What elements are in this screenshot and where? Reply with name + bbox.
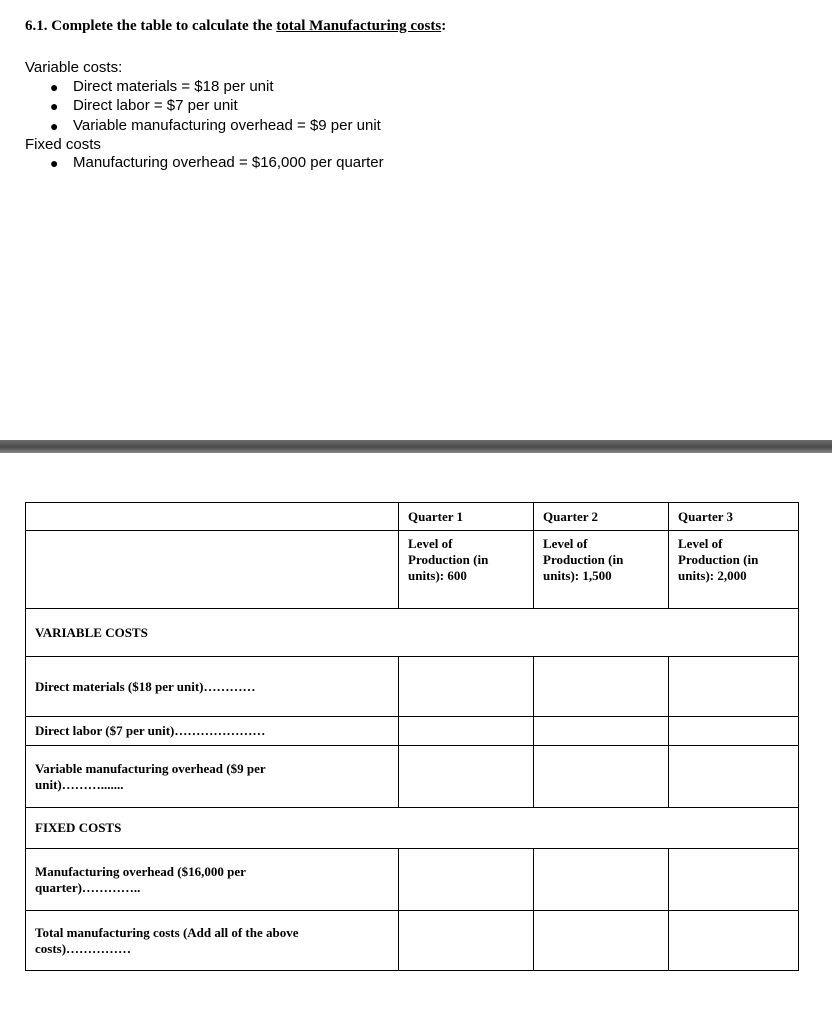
table-row-total <box>26 911 799 971</box>
bullet-icon: ● <box>50 118 59 134</box>
quarter-3-direct-labor-cell[interactable] <box>669 717 799 746</box>
bullet-icon: ● <box>50 155 59 171</box>
table-row-quarters <box>26 503 799 531</box>
quarter-2-variable-overhead-cell[interactable] <box>534 746 669 808</box>
fixed-costs-title: Fixed costs <box>25 136 101 153</box>
production-line: Production (in <box>678 552 759 567</box>
quarter-1-manufacturing-overhead-cell[interactable] <box>399 849 534 911</box>
fixed-item-overhead: Manufacturing overhead = $16,000 per quarter <box>73 154 384 171</box>
manufacturing-overhead-line: Manufacturing overhead ($16,000 per <box>35 863 246 879</box>
total-costs-line: costs)…………… <box>35 940 132 956</box>
production-line: units): 600 <box>408 568 467 583</box>
variable-overhead-line: unit)………....... <box>35 776 124 792</box>
quarter-1-direct-materials-cell[interactable] <box>399 657 534 717</box>
variable-overhead-label <box>26 746 399 808</box>
quarter-3-manufacturing-overhead-cell[interactable] <box>669 849 799 911</box>
variable-item-overhead: Variable manufacturing overhead = $9 per unit <box>73 117 381 134</box>
direct-labor-label: Direct labor ($7 per unit)………………… <box>26 717 399 746</box>
quarter-1-production <box>399 531 534 609</box>
quarter-3-direct-materials-cell[interactable] <box>669 657 799 717</box>
table-row-direct-materials <box>26 657 799 717</box>
quarter-2-production <box>534 531 669 609</box>
quarter-3-total-cell[interactable] <box>669 911 799 971</box>
table-row-fixed-header <box>26 808 799 849</box>
bullet-icon: ● <box>50 79 59 95</box>
quarter-1-variable-overhead-cell[interactable] <box>399 746 534 808</box>
manufacturing-overhead-label <box>26 849 399 911</box>
fixed-costs-header: FIXED COSTS <box>26 808 799 849</box>
quarter-2-direct-materials-cell[interactable] <box>534 657 669 717</box>
quarter-3-header: Quarter 3 <box>669 503 799 531</box>
quarter-3-production <box>669 531 799 609</box>
total-costs-label <box>26 911 399 971</box>
table-row-variable-overhead <box>26 746 799 808</box>
exercise-heading <box>25 18 446 35</box>
manufacturing-overhead-line: quarter)………….. <box>35 879 141 895</box>
direct-materials-label: Direct materials ($18 per unit)………… <box>26 657 399 717</box>
table-row-direct-labor <box>26 717 799 746</box>
production-line: Level of <box>408 536 453 551</box>
manufacturing-costs-table <box>25 502 799 971</box>
table-cell-empty <box>26 503 399 531</box>
heading-prefix: 6.1. Complete the table to calculate the <box>25 18 277 34</box>
variable-costs-title: Variable costs: <box>25 59 123 76</box>
table-row-variable-header <box>26 609 799 657</box>
heading-underlined: total Manufacturing costs <box>276 18 442 34</box>
total-costs-line: Total manufacturing costs (Add all of the above <box>35 924 299 940</box>
variable-item-direct-materials: Direct materials = $18 per unit <box>73 78 274 95</box>
bullet-icon: ● <box>50 98 59 114</box>
separator-bar <box>0 440 832 453</box>
production-line: Production (in <box>543 552 624 567</box>
production-line: units): 2,000 <box>678 568 747 583</box>
quarter-2-direct-labor-cell[interactable] <box>534 717 669 746</box>
variable-costs-header: VARIABLE COSTS <box>26 609 799 657</box>
quarter-2-header: Quarter 2 <box>534 503 669 531</box>
table-row-manufacturing-overhead <box>26 849 799 911</box>
quarter-1-direct-labor-cell[interactable] <box>399 717 534 746</box>
quarter-3-variable-overhead-cell[interactable] <box>669 746 799 808</box>
quarter-2-manufacturing-overhead-cell[interactable] <box>534 849 669 911</box>
table-cell-empty <box>26 531 399 609</box>
variable-item-direct-labor: Direct labor = $7 per unit <box>73 97 238 114</box>
variable-overhead-line: Variable manufacturing overhead ($9 per <box>35 760 266 776</box>
quarter-2-total-cell[interactable] <box>534 911 669 971</box>
production-line: units): 1,500 <box>543 568 612 583</box>
quarter-1-total-cell[interactable] <box>399 911 534 971</box>
production-line: Production (in <box>408 552 489 567</box>
production-line: Level of <box>543 536 588 551</box>
table-row-production <box>26 531 799 609</box>
quarter-1-header: Quarter 1 <box>399 503 534 531</box>
heading-suffix: : <box>441 18 447 34</box>
production-line: Level of <box>678 536 723 551</box>
